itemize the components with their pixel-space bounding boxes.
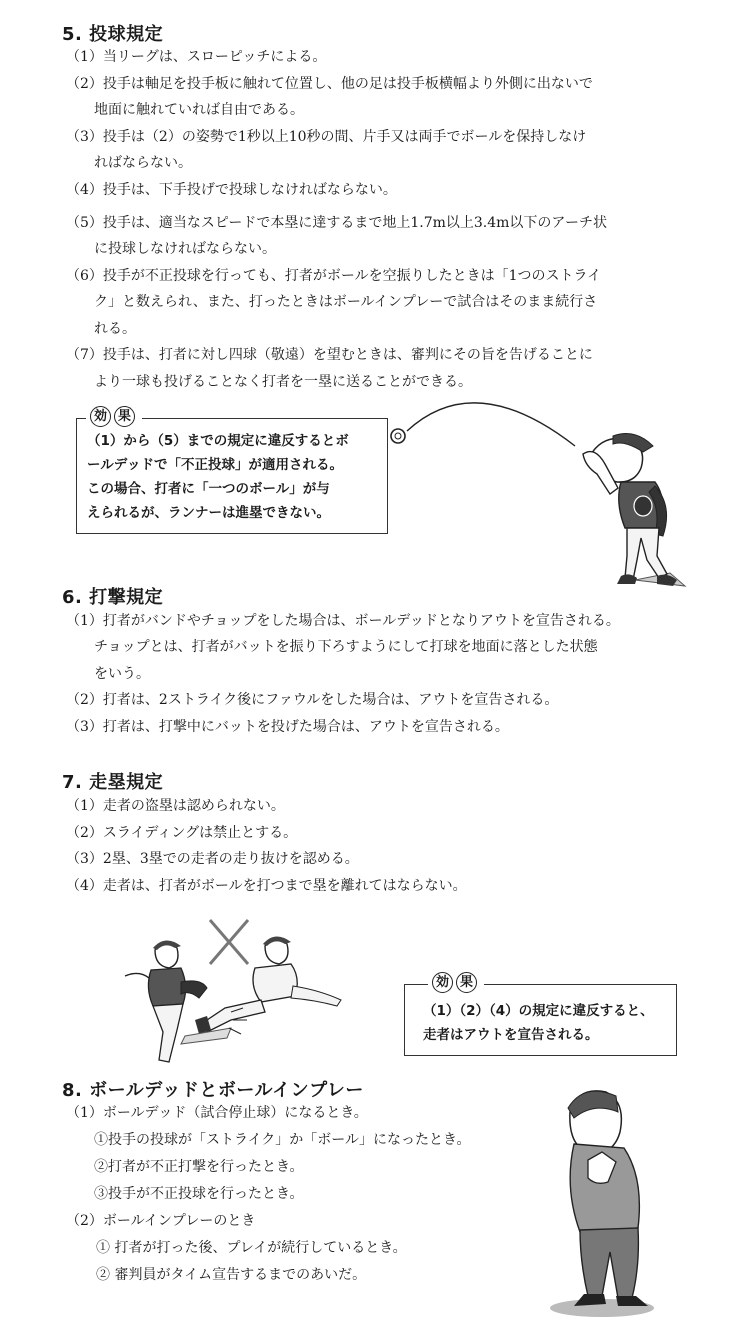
rule-5-1: （1）当リーグは、スローピッチによる。 [66,49,327,65]
rule-5-2-cont: 地面に触れていれば自由である。 [94,102,304,118]
rule-8-2-a: ① 打者が打った後、プレイが続行しているとき。 [96,1240,407,1256]
rule-7-2: （2）スライディングは禁止とする。 [66,825,298,841]
rule-8-1-c: ③投手が不正投球を行ったとき。 [94,1186,304,1202]
effect-box-7 [404,984,677,1056]
rule-7-1: （1）走者の盗塁は認められない。 [66,798,285,814]
section-7-title: 7. 走塁規定 [62,772,164,793]
ball-icon [391,429,405,443]
rule-5-4: （4）投手は、下手投げで投球しなければならない。 [66,182,397,198]
rule-8-1: （1）ボールデッド（試合停止球）になるとき。 [66,1105,368,1121]
rule-6-1-cont: チョップとは、打者がバットを振り下ろすようにして打球を地面に落とした状態 [94,639,598,655]
rule-5-2: （2）投手は軸足を投手板に触れて位置し、他の足は投手板横幅より外側に出ないで [66,76,593,92]
effect-5-line-4: えられるが、ランナーは進塁できない。 [87,505,330,521]
effect-tag-7: 効 果 [428,972,484,993]
effect-5-line-1: （1）から（5）までの規定に違反するとボ [87,433,349,449]
effect-box-5 [76,418,388,534]
rule-5-7: （7）投手は、打者に対し四球（敬遠）を望むときは、審判にその旨を告げることに [66,347,593,363]
effect-5-line-2: ールデッドで「不正投球」が適用される。 [87,457,343,473]
effect-7-line-2: 走者はアウトを宣告される。 [423,1027,599,1043]
pitcher-illustration [385,378,705,593]
sliding-illustration [115,912,350,1067]
rule-5-7-cont: より一球も投げることなく打者を一塁に送ることができる。 [94,374,472,390]
rule-5-3-cont: ればならない。 [94,155,192,171]
effect-5-line-3: この場合、打者に「一つのボール」が与 [87,481,330,497]
section-8-title: 8. ボールデッドとボールインプレー [62,1080,364,1101]
effect-tag-5: 効 果 [86,406,142,427]
section-5-title: 5. 投球規定 [62,24,164,45]
rule-7-3: （3）2塁、3塁での走者の走り抜けを認める。 [66,851,359,867]
rule-7-4: （4）走者は、打者がボールを打つまで塁を離れてはならない。 [66,878,467,894]
rule-5-6-cont: ク」と数えられ、また、打ったときはボールインプレーで試合はそのまま続行さ [94,294,598,310]
rule-8-1-a: ①投手の投球が「ストライク」か「ボール」になったとき。 [94,1132,471,1148]
rule-6-1: （1）打者がバンドやチョップをした場合は、ボールデッドとなりアウトを宣告される。 [66,613,620,629]
effect-7-line-1: （1）（2）（4）の規定に違反すると、 [423,1003,654,1019]
rule-8-2: （2）ボールインプレーのとき [66,1213,256,1229]
rule-6-1-cont2: をいう。 [94,666,150,682]
umpire-illustration [540,1082,670,1322]
rule-6-3: （3）打者は、打撃中にバットを投げた場合は、アウトを宣告される。 [66,719,509,735]
rule-8-1-b: ②打者が不正打撃を行ったとき。 [94,1159,304,1175]
rule-6-2: （2）打者は、2ストライク後にファウルをした場合は、アウトを宣告される。 [66,692,559,708]
rule-5-3: （3）投手は（2）の姿勢で1秒以上10秒の間、片手又は両手でボールを保持しなけ [66,129,587,145]
rule-5-5: （5）投手は、適当なスピードで本塁に達するまで地上1.7m以上3.4m以下のアーチ状 [66,215,608,231]
rule-8-2-b: ② 審判員がタイム宣告するまでのあいだ。 [96,1267,367,1283]
section-6-title: 6. 打撃規定 [62,587,164,608]
rule-5-5-cont: に投球しなければならない。 [94,241,276,257]
rule-5-6: （6）投手が不正投球を行っても、打者がボールを空振りしたときは「1つのストライ [66,268,602,284]
rule-5-6-cont2: れる。 [94,321,136,337]
